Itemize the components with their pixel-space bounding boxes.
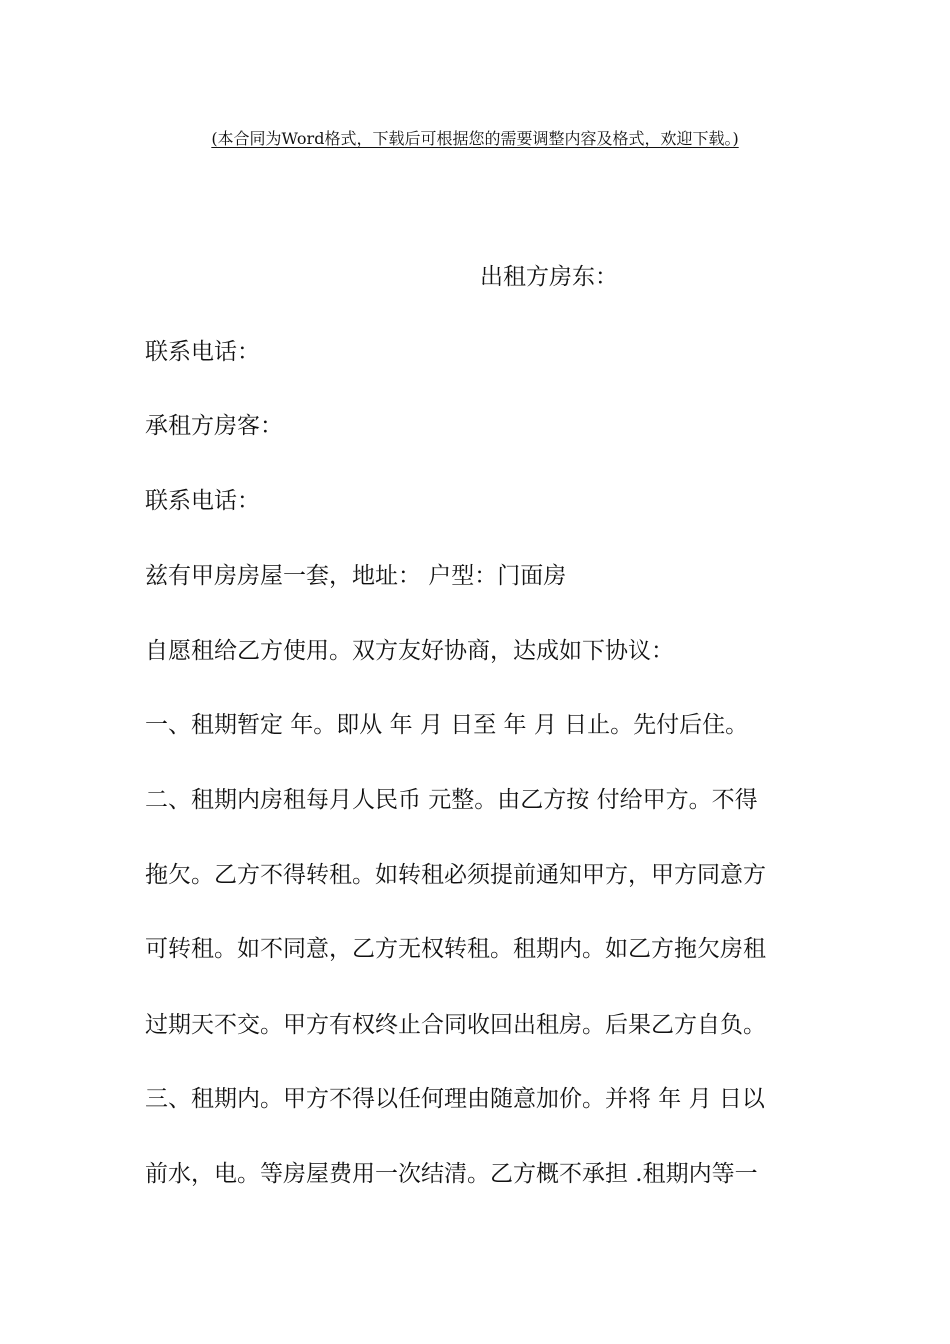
lessor-label: 出租方房东：	[480, 264, 618, 290]
agreement-intro-line: 自愿租给乙方使用。双方友好协商，达成如下协议：	[145, 638, 674, 664]
lessee-label: 承租方房客：	[145, 413, 283, 439]
lessor-phone-label: 联系电话：	[145, 339, 260, 365]
lessee-phone-label: 联系电话：	[145, 488, 260, 514]
clause-1-line: 一、租期暂定 年。即从 年 月 日至 年 月 日止。先付后住。	[145, 712, 749, 738]
clause-2-line-3: 可转租。如不同意，乙方无权转租。租期内。如乙方拖欠房租	[145, 936, 766, 962]
download-notice: (本合同为Word格式，下载后可根据您的需要调整内容及格式，欢迎下载。)	[211, 129, 739, 148]
property-address-line: 兹有甲房房屋一套，地址： 户型：门面房	[145, 563, 567, 589]
clause-2-line-1: 二、租期内房租每月人民币 元整。由乙方按 付给甲方。不得	[145, 787, 758, 813]
clause-3-line-2: 前水，电。等房屋费用一次结清。乙方概不承担 .租期内等一	[145, 1161, 758, 1187]
clause-2-line-4: 过期天不交。甲方有权终止合同收回出租房。后果乙方自负。	[145, 1012, 766, 1038]
clause-3-line-1: 三、租期内。甲方不得以任何理由随意加价。并将 年 月 日以	[145, 1086, 765, 1112]
clause-2-line-2: 拖欠。乙方不得转租。如转租必须提前通知甲方，甲方同意方	[145, 862, 766, 888]
